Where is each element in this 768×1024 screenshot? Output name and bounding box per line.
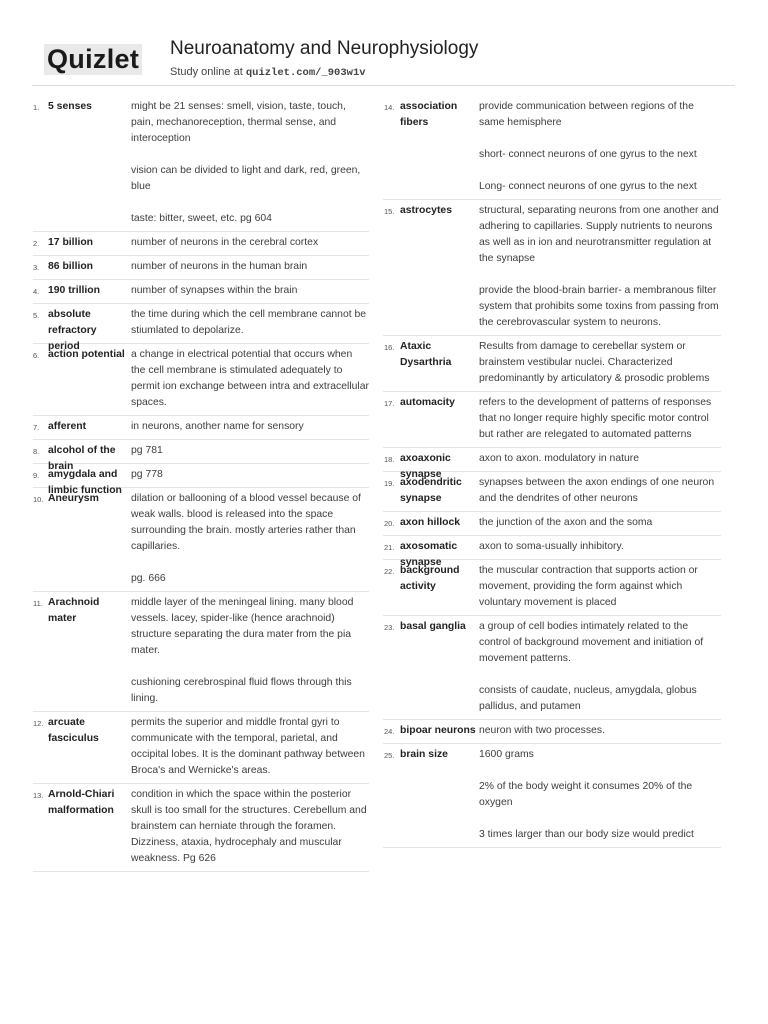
- card-term: 5 senses: [48, 101, 92, 112]
- flashcard-row: [383, 560, 721, 616]
- definition-paragraph: might be 21 senses: smell, vision, taste, touch, pain, mechanoreception, thermal sense, and interoception: [131, 101, 346, 144]
- card-definition: [131, 443, 369, 459]
- flashcard-row: [33, 256, 369, 280]
- definition-paragraph: Results from damage to cerebellar system or brainstem vestibular nuclei. Characterized predominantly by articulatory & prosodic problems: [479, 341, 710, 384]
- card-term: arcuate fasciculus: [48, 717, 99, 744]
- card-number: 9.: [33, 471, 40, 480]
- card-number: 2.: [33, 239, 40, 248]
- card-definition: [479, 563, 721, 611]
- definition-paragraph: in neurons, another name for sensory: [131, 421, 304, 432]
- card-term: axoaxonic synapse: [400, 453, 451, 480]
- flashcard-row: [33, 464, 369, 496]
- definition-paragraph: number of neurons in the human brain: [131, 261, 308, 272]
- card-number: 8.: [33, 447, 40, 456]
- card-number: 1.: [33, 103, 40, 112]
- card-term: association fibers: [400, 101, 458, 128]
- card-number: 22.: [384, 567, 395, 576]
- definition-paragraph: the junction of the axon and the soma: [479, 517, 653, 528]
- definition-paragraph: axon to axon. modulatory in nature: [479, 453, 639, 464]
- card-definition: [131, 715, 369, 779]
- card-term: axodendritic synapse: [400, 477, 462, 504]
- card-term: alcohol of the brain: [48, 445, 116, 472]
- flashcard-row: [383, 96, 721, 200]
- card-definition: [479, 515, 721, 531]
- definition-paragraph: neuron with two processes.: [479, 725, 605, 736]
- definition-paragraph: consists of caudate, nucleus, amygdala, globus pallidus, and putamen: [479, 685, 697, 712]
- card-definition: [479, 747, 721, 843]
- card-definition: [479, 475, 721, 507]
- flashcard-row: [33, 280, 369, 304]
- definition-paragraph: synapses between the axon endings of one neuron and the dendrites of other neurons: [479, 477, 715, 504]
- card-term: Aneurysm: [48, 493, 99, 504]
- definition-paragraph: permits the superior and middle frontal gyri to communicate with the temporal, parietal, and occipital lobes. It is the dominant pathway between Broca's and Wernicke's areas.: [131, 717, 365, 776]
- card-number: 11.: [33, 599, 43, 608]
- study-online-label: Study online at: [170, 66, 246, 78]
- flashcard-row: [383, 336, 721, 392]
- definition-paragraph: number of neurons in the cerebral cortex: [131, 237, 319, 248]
- page-header: [0, 0, 768, 90]
- card-term: basal ganglia: [400, 621, 466, 632]
- card-definition: [131, 99, 369, 227]
- definition-paragraph: pg 778: [131, 469, 163, 480]
- card-number: 15.: [384, 207, 395, 216]
- flashcard-row: [383, 536, 721, 568]
- flashcard-row: [33, 416, 369, 440]
- card-term: brain size: [400, 749, 448, 760]
- flashcard-row: [33, 592, 369, 712]
- definition-paragraph: axon to soma-usually inhibitory.: [479, 541, 624, 552]
- flashcard-row: [383, 720, 721, 744]
- card-term: afferent: [48, 421, 87, 432]
- card-term: background activity: [400, 565, 460, 592]
- flashcard-row: [33, 96, 369, 232]
- left-card-column: [33, 96, 369, 872]
- card-term: 86 billion: [48, 261, 94, 272]
- card-number: 12.: [33, 719, 44, 728]
- card-number: 7.: [33, 423, 40, 432]
- card-term: 190 trillion: [48, 285, 100, 296]
- definition-paragraph: structural, separating neurons from one another and adhering to capillaries. Supply nutrients to neurons as well as in ion and neurotransmitter regulation at the synapse: [479, 205, 719, 264]
- study-url-link[interactable]: quizlet.com/_903w1v: [245, 67, 366, 79]
- flashcard-row: [383, 512, 721, 536]
- study-online-line: [170, 65, 366, 80]
- card-number: 19.: [384, 479, 395, 488]
- card-definition: [479, 203, 721, 331]
- card-definition: [131, 283, 369, 299]
- flashcard-row: [383, 448, 721, 480]
- flashcard-row: [33, 784, 369, 872]
- card-number: 23.: [384, 623, 395, 632]
- card-definition: [131, 347, 369, 411]
- definition-paragraph: a group of cell bodies intimately related to the control of background movement and initiation of movement patterns.: [479, 621, 704, 664]
- definition-paragraph: provide communication between regions of the same hemisphere: [479, 101, 694, 128]
- card-definition: [131, 307, 369, 339]
- flashcard-row: [383, 392, 721, 448]
- definition-paragraph: 2% of the body weight it consumes 20% of the oxygen: [479, 781, 693, 808]
- flashcard-row: [383, 616, 721, 720]
- card-definition: [479, 619, 721, 715]
- card-definition: [131, 467, 369, 483]
- card-number: 5.: [33, 311, 40, 320]
- flashcard-row: [33, 344, 369, 416]
- flashcard-row: [383, 200, 721, 336]
- card-definition: [131, 419, 369, 435]
- card-number: 14.: [384, 103, 395, 112]
- card-number: 4.: [33, 287, 40, 296]
- card-definition: [479, 723, 721, 739]
- card-term: Ataxic Dysarthria: [400, 341, 452, 368]
- definition-paragraph: short- connect neurons of one gyrus to the next: [479, 149, 697, 160]
- definition-paragraph: taste: bitter, sweet, etc. pg 604: [131, 213, 272, 224]
- flashcard-row: [33, 440, 369, 472]
- card-definition: [479, 99, 721, 195]
- definition-paragraph: a change in electrical potential that occurs when the cell membrane is stimulated adequately to permit ion exchange between intra and extracellular spaces.: [131, 349, 369, 408]
- card-definition: [479, 539, 721, 555]
- definition-paragraph: condition in which the space within the posterior skull is too small for the structures. Cerebellum and brainstem can herniate through the foramen. Dizziness, ataxia, hydrocephaly and muscular weakness. Pg 626: [131, 789, 367, 864]
- card-definition: [131, 595, 369, 707]
- card-definition: [131, 787, 369, 867]
- card-term: bipoar neurons: [400, 725, 476, 736]
- card-term: astrocytes: [400, 205, 452, 216]
- card-term: automacity: [400, 397, 455, 408]
- card-term: 17 billion: [48, 237, 94, 248]
- definition-paragraph: dilation or ballooning of a blood vessel because of weak walls. blood is released into the space surrounding the brain. mostly arteries rather than capillaries.: [131, 493, 361, 552]
- card-number: 20.: [384, 519, 395, 528]
- card-definition: [131, 259, 369, 275]
- definition-paragraph: cushioning cerebrospinal fluid flows through this lining.: [131, 677, 352, 704]
- card-definition: [479, 451, 721, 467]
- definition-paragraph: pg 781: [131, 445, 163, 456]
- card-term: Arnold-Chiari malformation: [48, 789, 115, 816]
- card-term: Arachnoid mater: [48, 597, 100, 624]
- definition-paragraph: the time during which the cell membrane cannot be stiumlated to depolarize.: [131, 309, 367, 336]
- definition-paragraph: number of synapses within the brain: [131, 285, 298, 296]
- flashcard-row: [33, 712, 369, 784]
- definition-paragraph: 1600 grams: [479, 749, 534, 760]
- card-number: 21.: [384, 543, 395, 552]
- definition-paragraph: middle layer of the meningeal lining. many blood vessels. lacey, spider-like (hence arachnoid) structure separating the dura mater from the pia mater.: [131, 597, 354, 656]
- card-term: amygdala and limbic function: [48, 469, 122, 496]
- card-number: 3.: [33, 263, 40, 272]
- card-number: 13.: [33, 791, 44, 800]
- card-number: 25.: [384, 751, 395, 760]
- definition-paragraph: vision can be divided to light and dark, red, green, blue: [131, 165, 361, 192]
- card-number: 17.: [384, 399, 395, 408]
- card-number: 24.: [384, 727, 395, 736]
- flashcard-row: [33, 232, 369, 256]
- card-term: axon hillock: [400, 517, 461, 528]
- card-definition: [479, 395, 721, 443]
- quizlet-logo[interactable]: Quizlet: [44, 44, 142, 75]
- flashcard-row: [33, 304, 369, 352]
- flashcard-row: [383, 744, 721, 848]
- flashcard-row: [383, 472, 721, 512]
- card-definition: [131, 235, 369, 251]
- card-term: action potential: [48, 349, 125, 360]
- card-number: 6.: [33, 351, 40, 360]
- page-title: Neuroanatomy and Neurophysiology: [170, 38, 479, 59]
- flashcard-row: [33, 488, 369, 592]
- definition-paragraph: 3 times larger than our body size would predict: [479, 829, 694, 840]
- card-term: absolute refractory period: [48, 309, 97, 352]
- header-divider: [32, 85, 735, 86]
- card-number: 10.: [33, 495, 44, 504]
- card-definition: [479, 339, 721, 387]
- card-definition: [131, 491, 369, 587]
- card-number: 18.: [384, 455, 395, 464]
- definition-paragraph: provide the blood-brain barrier- a membranous filter system that prohibits some toxins from passing from the cerebrovascular system to neurons.: [479, 285, 719, 328]
- definition-paragraph: refers to the development of patterns of responses that no longer require highly specific motor control but rather are relegated to automated patterns: [479, 397, 712, 440]
- definition-paragraph: pg. 666: [131, 573, 166, 584]
- definition-paragraph: the muscular contraction that supports action or movement, providing the form against which voluntary movement is placed: [479, 565, 698, 608]
- card-number: 16.: [384, 343, 395, 352]
- right-card-column: [383, 96, 721, 848]
- card-term: axosomatic synapse: [400, 541, 458, 568]
- definition-paragraph: Long- connect neurons of one gyrus to the next: [479, 181, 697, 192]
